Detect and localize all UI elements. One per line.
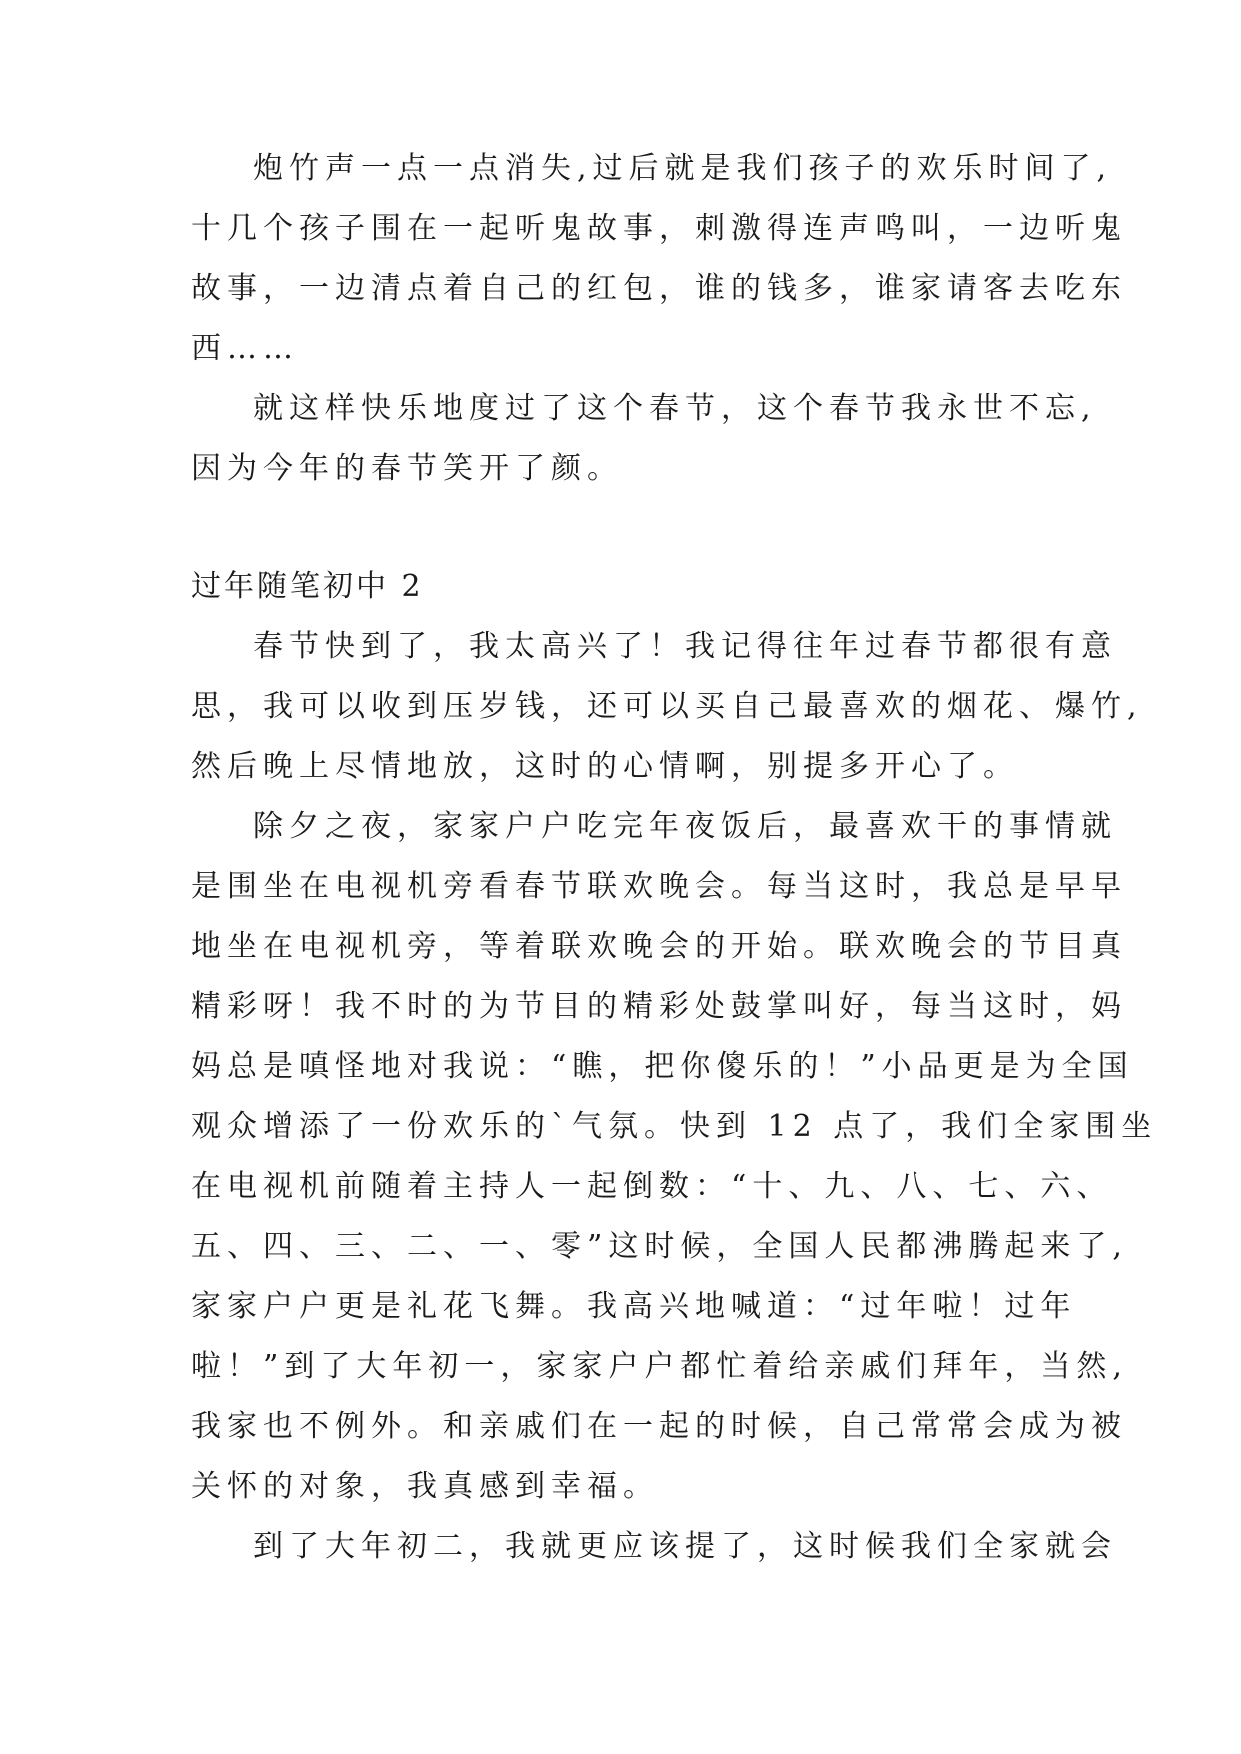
text-line: 春节快到了，我太高兴了！我记得往年过春节都很有意 xyxy=(253,629,1117,664)
text-line: 炮竹声一点一点消失,过后就是我们孩子的欢乐时间了, xyxy=(253,151,1113,186)
text-line: 是围坐在电视机旁看春节联欢晚会。每当这时，我总是早早 xyxy=(191,869,1127,904)
text-line: 五、四、三、二、一、零”这时候，全国人民都沸腾起来了, xyxy=(191,1229,1128,1264)
text-line: 因为今年的春节笑开了颜。 xyxy=(191,451,623,486)
paragraph-conclusion xyxy=(191,379,1097,499)
text-line: 在电视机前随着主持人一起倒数：“十、九、八、七、六、 xyxy=(191,1169,1113,1204)
text-line: 精彩呀！我不时的为节目的精彩处鼓掌叫好，每当这时，妈 xyxy=(191,989,1127,1024)
section-title: 过年随笔初中 2 xyxy=(191,569,424,604)
text-line: 然后晚上尽情地放，这时的心情啊，别提多开心了。 xyxy=(191,749,1019,784)
text-line: 关怀的对象，我真感到幸福。 xyxy=(191,1469,659,1504)
text-line: 思，我可以收到压岁钱，还可以买自己最喜欢的烟花、爆竹, xyxy=(191,689,1143,724)
text-line: 十几个孩子围在一起听鬼故事，刺激得连声鸣叫，一边听鬼 xyxy=(191,211,1127,246)
paragraph-spring-festival-coming xyxy=(191,617,1143,797)
text-line: 家家户户更是礼花飞舞。我高兴地喊道：“过年啦！过年 xyxy=(191,1289,1077,1324)
text-line: 除夕之夜，家家户户吃完年夜饭后，最喜欢干的事情就 xyxy=(253,809,1117,844)
paragraph-second-day xyxy=(191,1517,1117,1577)
paragraph-new-years-eve xyxy=(191,797,1158,1517)
text-line: 到了大年初二，我就更应该提了，这时候我们全家就会 xyxy=(253,1529,1117,1564)
text-line: 就这样快乐地度过了这个春节，这个春节我永世不忘, xyxy=(253,391,1097,426)
text-line: 妈总是嗔怪地对我说：“瞧，把你傻乐的！”小品更是为全国 xyxy=(191,1049,1134,1084)
text-line: 故事，一边清点着自己的红包，谁的钱多，谁家请客去吃东 xyxy=(191,271,1127,306)
text-line: 观众增添了一份欢乐的`气氛。快到 12 点了，我们全家围坐 xyxy=(191,1109,1158,1144)
text-line: 地坐在电视机旁，等着联欢晚会的开始。联欢晚会的节目真 xyxy=(191,929,1127,964)
text-line: 啦！”到了大年初一，家家户户都忙着给亲戚们拜年，当然, xyxy=(191,1349,1128,1384)
text-line: 我家也不例外。和亲戚们在一起的时候，自己常常会成为被 xyxy=(191,1409,1127,1444)
paragraph-firecrackers xyxy=(191,139,1127,379)
section-title-block xyxy=(191,557,1081,617)
text-line: 西…… xyxy=(191,331,299,366)
